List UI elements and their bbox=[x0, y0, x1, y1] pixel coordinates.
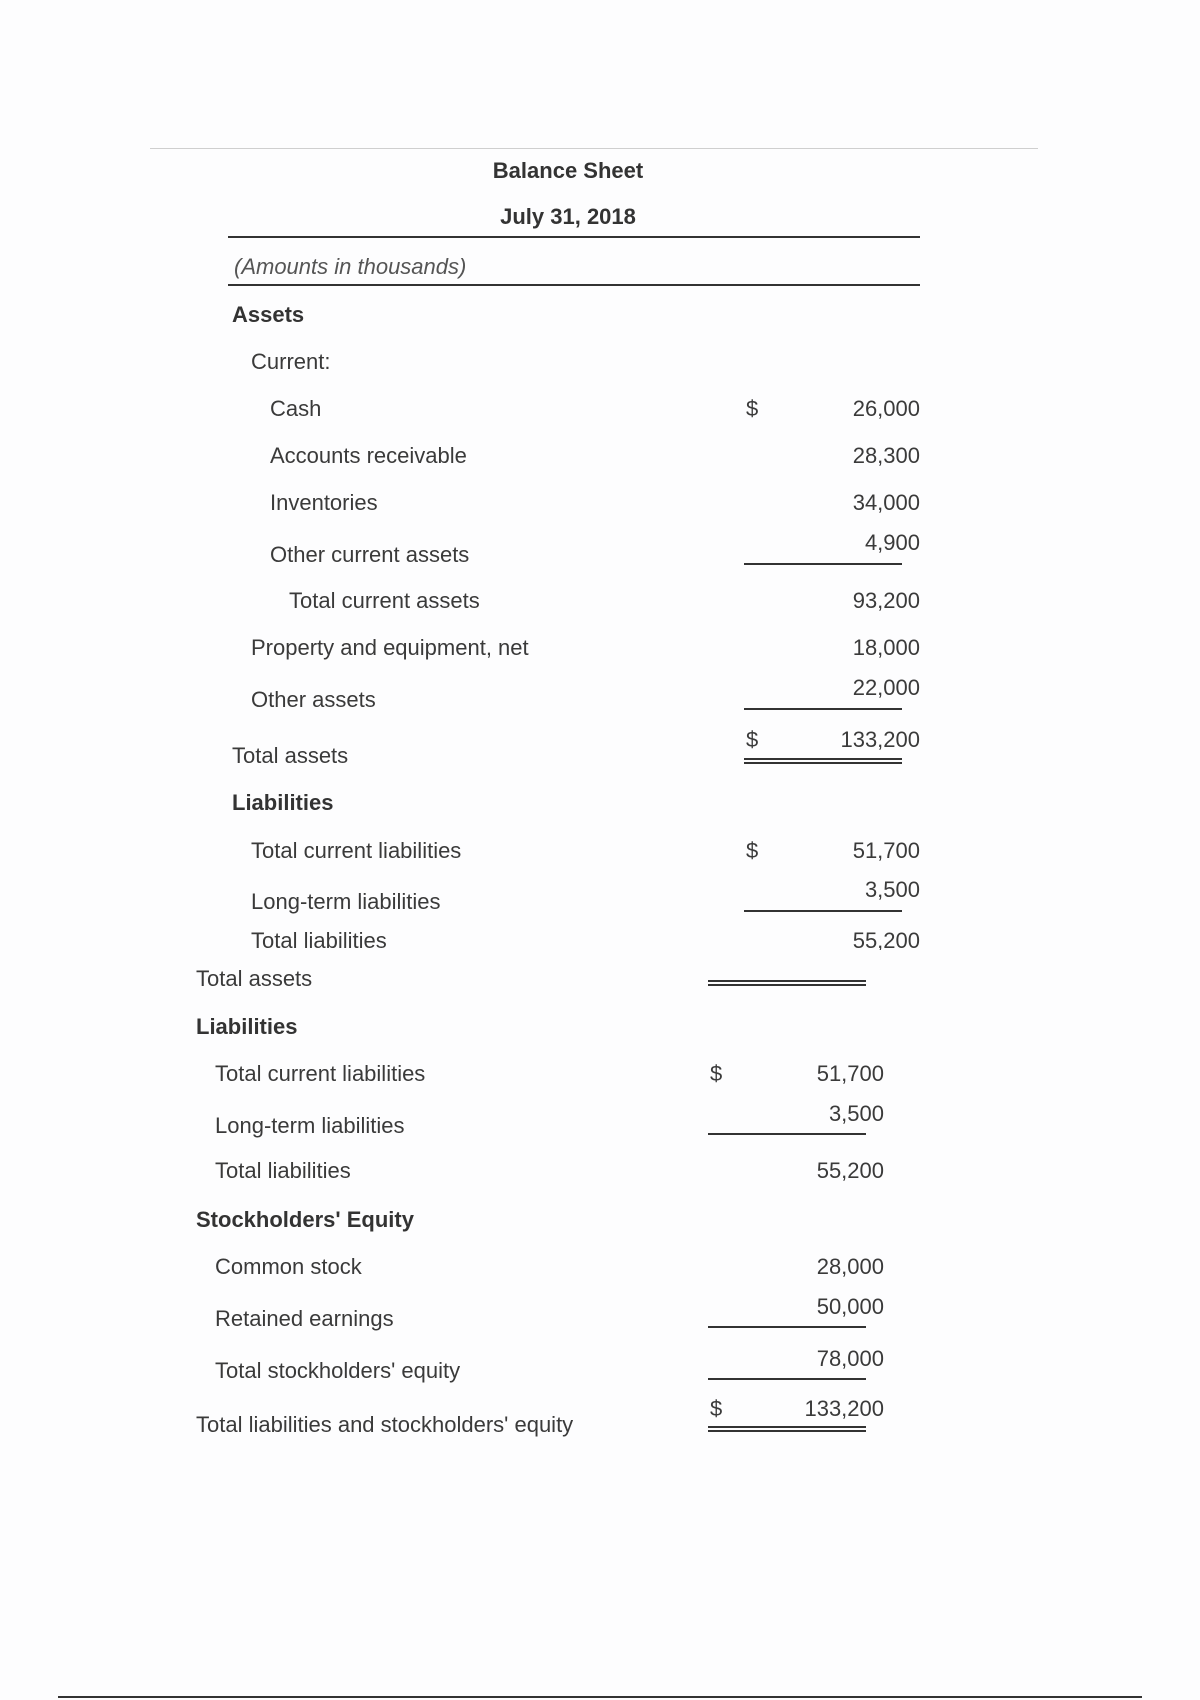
subtotal-underline bbox=[744, 563, 902, 565]
cash-row bbox=[228, 396, 920, 428]
grand-total-amount: 133,200 bbox=[804, 1396, 884, 1421]
equity-underline bbox=[708, 1326, 866, 1328]
retained-earnings-label: Retained earnings bbox=[215, 1306, 394, 1331]
total-assets-double-underline-2 bbox=[708, 980, 866, 986]
receivable-label: Accounts receivable bbox=[270, 443, 467, 468]
other-current-amount: 4,900 bbox=[864, 530, 920, 555]
current-label: Current: bbox=[251, 349, 331, 374]
total-current-label: Total current assets bbox=[289, 588, 480, 613]
total-assets-label-2: Total assets bbox=[196, 966, 313, 991]
header-rule bbox=[228, 236, 920, 238]
total-assets-label: Total assets bbox=[232, 743, 349, 768]
current-liabilities-amount-2: 51,700 bbox=[816, 1061, 884, 1086]
other-assets-amount: 22,000 bbox=[852, 675, 920, 700]
total-equity-label: Total stockholders' equity bbox=[215, 1358, 461, 1383]
other-assets-row bbox=[228, 687, 920, 719]
retained-earnings-amount: 50,000 bbox=[816, 1294, 884, 1319]
receivable-row bbox=[228, 443, 920, 475]
common-stock-label: Common stock bbox=[215, 1254, 362, 1279]
current-liabilities-amount: 51,700 bbox=[852, 838, 920, 863]
liabilities-heading-row-2 bbox=[192, 1014, 884, 1046]
sheet-title: Balance Sheet bbox=[492, 158, 644, 183]
total-liabilities-amount: 55,200 bbox=[816, 1158, 884, 1183]
liabilities-underline bbox=[744, 910, 902, 912]
total-liabilities-label-clipped: Total liabilities bbox=[251, 928, 387, 950]
assets-heading: Assets bbox=[232, 302, 305, 327]
total-equity-row bbox=[192, 1358, 884, 1390]
cash-amount: 26,000 bbox=[852, 396, 920, 421]
liabilities-underline-2 bbox=[708, 1133, 866, 1135]
total-liabilities-label: Total liabilities bbox=[215, 1158, 351, 1183]
grand-total-currency: $ bbox=[710, 1396, 723, 1421]
liabilities-heading: Liabilities bbox=[232, 790, 334, 815]
current-liabilities-row-2 bbox=[192, 1061, 884, 1093]
long-term-amount-2: 3,500 bbox=[828, 1101, 884, 1126]
current-liabilities-currency: $ bbox=[746, 838, 759, 863]
total-current-row bbox=[228, 588, 920, 620]
assets-heading-row bbox=[228, 302, 920, 334]
total-assets-double-underline bbox=[744, 758, 902, 764]
grand-total-double-underline bbox=[708, 1426, 866, 1432]
total-equity-amount: 78,000 bbox=[816, 1346, 884, 1371]
inventories-label: Inventories bbox=[270, 490, 378, 515]
bottom-rule bbox=[58, 1696, 1142, 1698]
grand-total-label: Total liabilities and stockholders' equity bbox=[196, 1412, 574, 1437]
long-term-row-2 bbox=[192, 1113, 884, 1145]
inventories-row bbox=[228, 490, 920, 522]
property-row bbox=[228, 635, 920, 667]
total-liabilities-row-clipped bbox=[228, 928, 920, 950]
amounts-note: (Amounts in thousands) bbox=[234, 254, 467, 279]
clipped-total-liabilities-row bbox=[228, 928, 920, 950]
property-amount: 18,000 bbox=[852, 635, 920, 660]
long-term-label: Long-term liabilities bbox=[251, 889, 441, 914]
balance-sheet-lower bbox=[192, 950, 884, 1430]
retained-earnings-row bbox=[192, 1306, 884, 1338]
total-liabilities-row bbox=[192, 1158, 884, 1190]
total-equity-underline bbox=[708, 1378, 866, 1380]
current-liabilities-label: Total current liabilities bbox=[251, 838, 462, 863]
total-assets-currency: $ bbox=[746, 727, 759, 752]
header-rule-lower bbox=[228, 284, 920, 286]
other-current-row bbox=[228, 542, 920, 574]
receivable-amount: 28,300 bbox=[852, 443, 920, 468]
current-label-row bbox=[228, 349, 920, 381]
long-term-label-2: Long-term liabilities bbox=[215, 1113, 405, 1138]
sheet-date: July 31, 2018 bbox=[500, 204, 636, 229]
other-assets-label: Other assets bbox=[251, 687, 376, 712]
long-term-row bbox=[228, 889, 920, 921]
current-liabilities-row bbox=[228, 838, 920, 870]
property-label: Property and equipment, net bbox=[251, 635, 529, 660]
cash-currency: $ bbox=[746, 396, 759, 421]
liabilities-heading-row bbox=[228, 790, 920, 822]
other-current-label: Other current assets bbox=[270, 542, 470, 567]
total-assets-amount: 133,200 bbox=[840, 727, 920, 752]
total-current-amount: 93,200 bbox=[852, 588, 920, 613]
equity-heading: Stockholders' Equity bbox=[196, 1207, 414, 1232]
equity-heading-row bbox=[192, 1207, 884, 1239]
common-stock-row bbox=[192, 1254, 884, 1286]
current-liabilities-label-2: Total current liabilities bbox=[215, 1061, 426, 1086]
assets-underline bbox=[744, 708, 902, 710]
top-rule bbox=[150, 148, 1038, 149]
balance-sheet-upper bbox=[228, 150, 920, 950]
cash-label: Cash bbox=[270, 396, 322, 421]
total-liabilities-amount-clipped: 55,200 bbox=[852, 928, 920, 950]
inventories-amount: 34,000 bbox=[852, 490, 920, 515]
common-stock-amount: 28,000 bbox=[816, 1254, 884, 1279]
current-liabilities-currency-2: $ bbox=[710, 1061, 723, 1086]
liabilities-heading-2: Liabilities bbox=[196, 1014, 298, 1039]
long-term-amount: 3,500 bbox=[864, 877, 920, 902]
